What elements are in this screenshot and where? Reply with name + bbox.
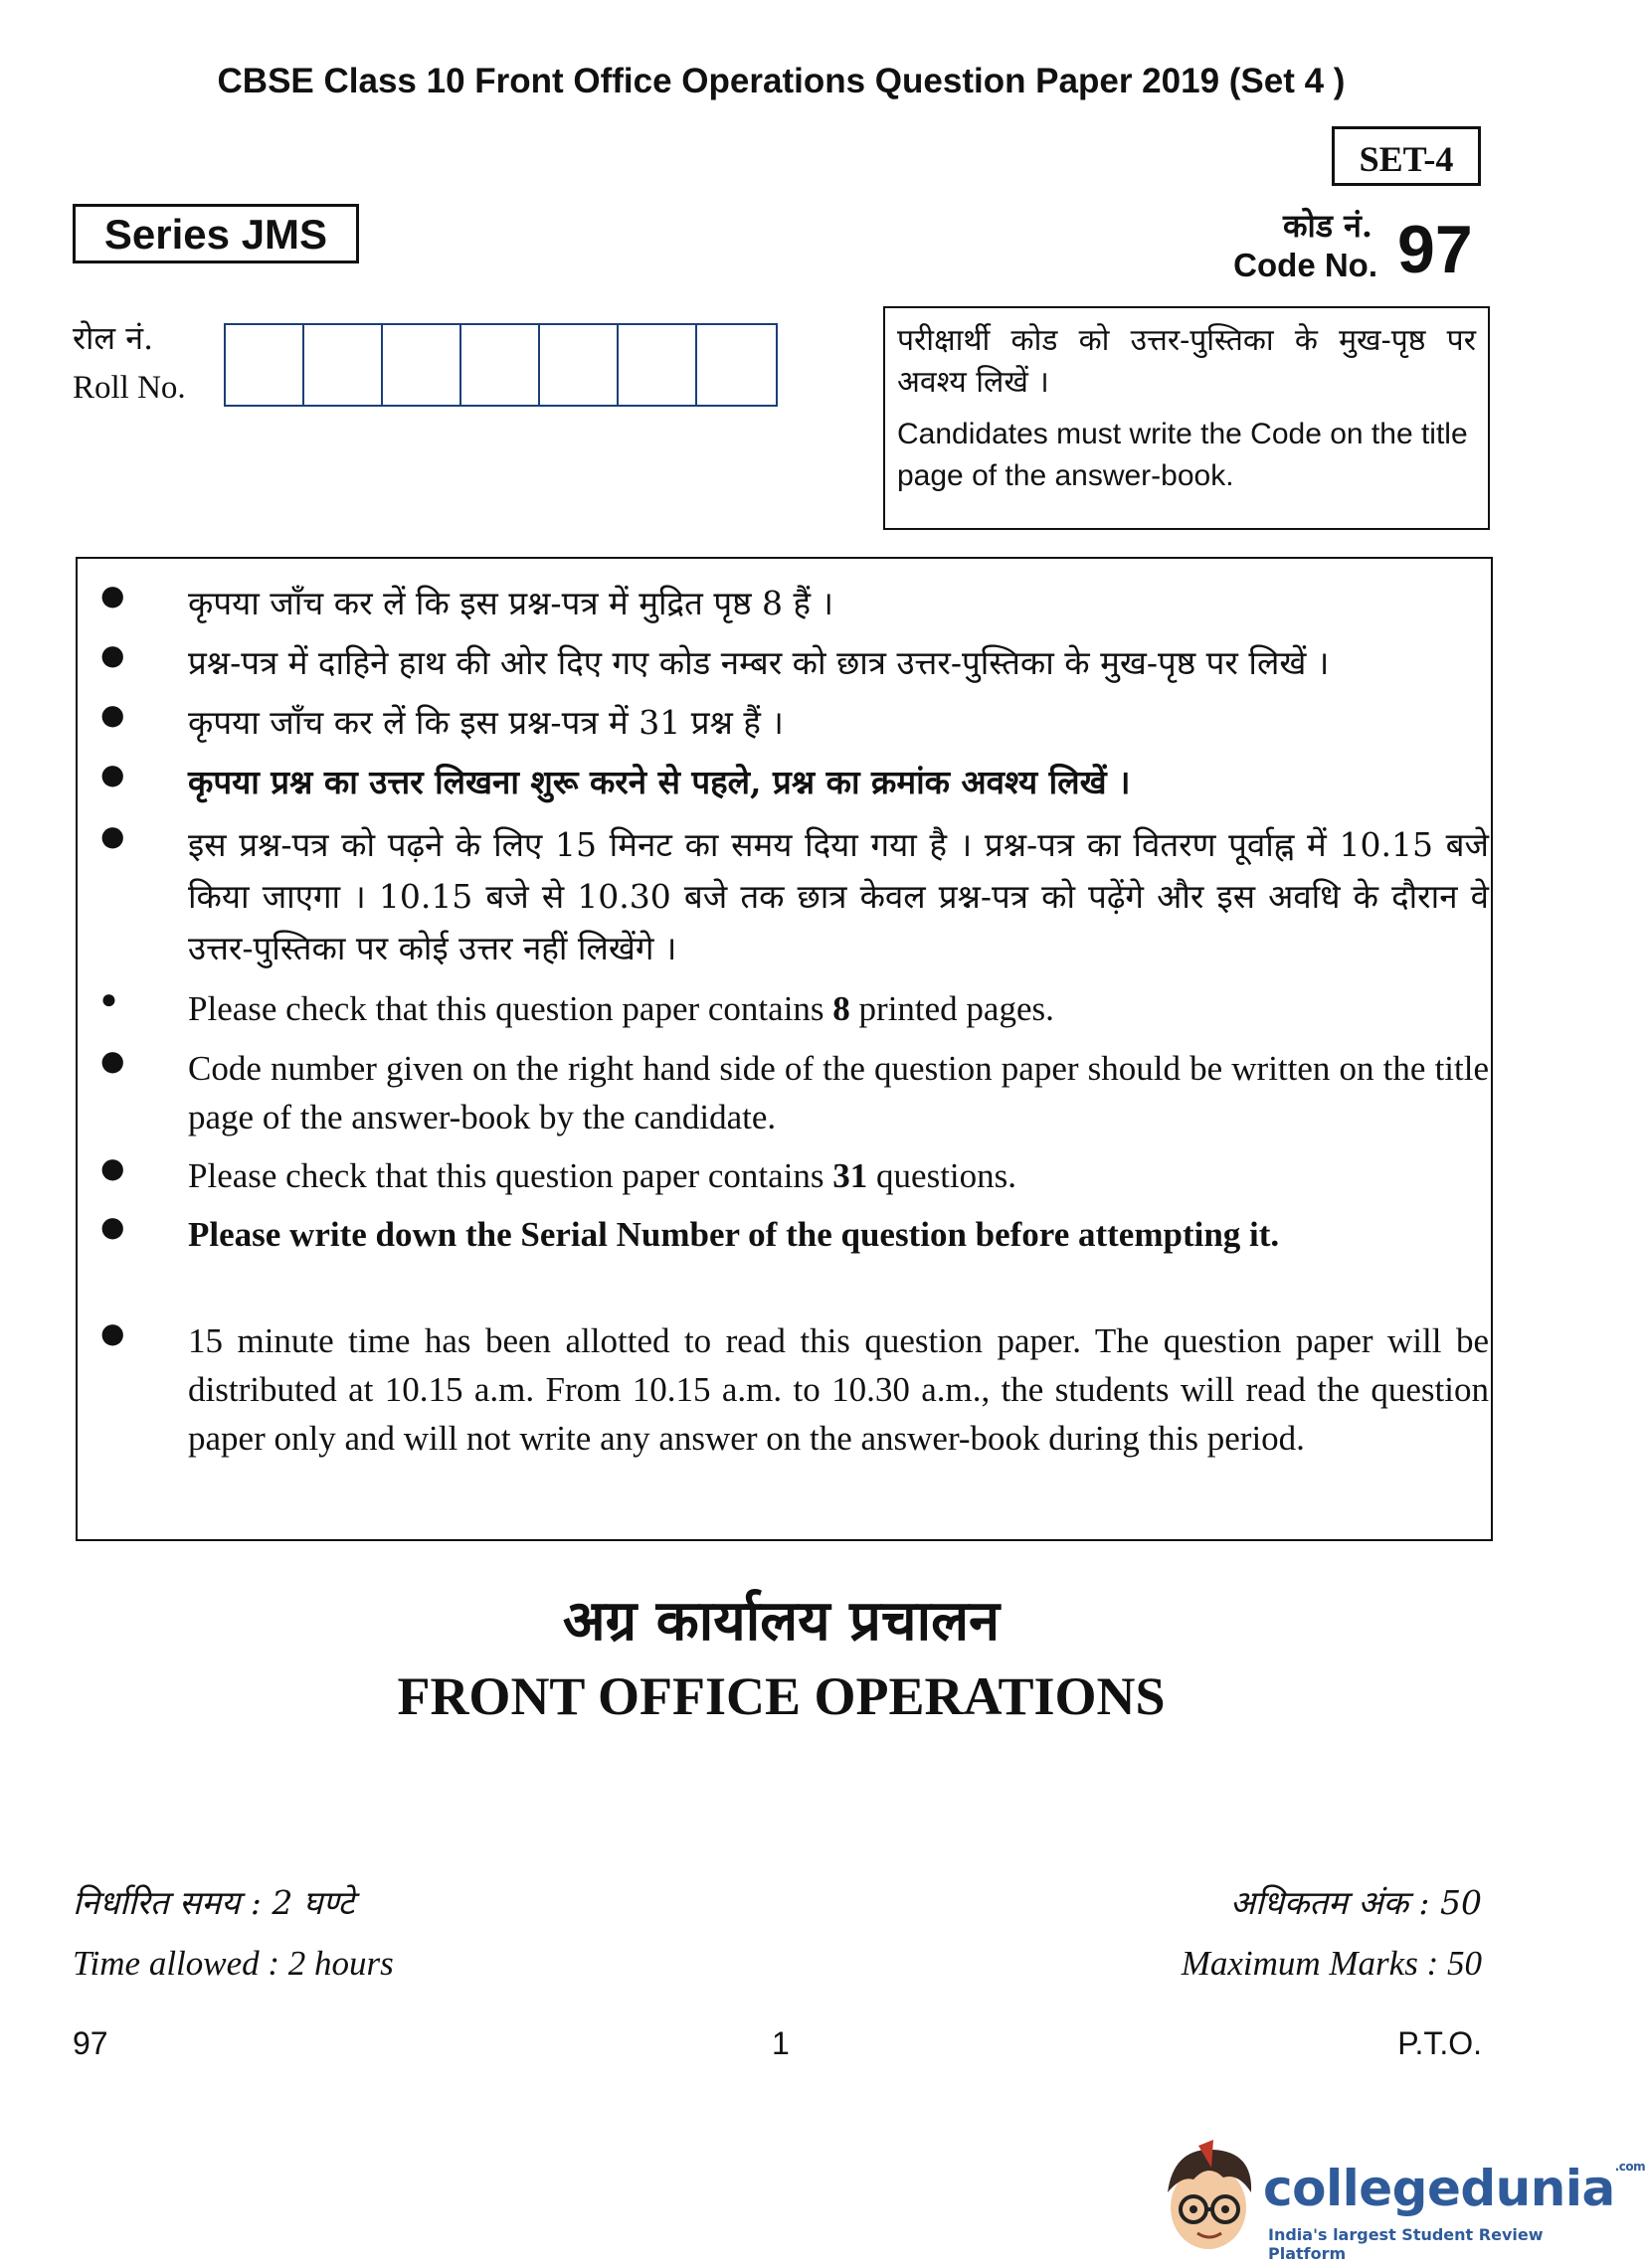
time-allowed-hindi: निर्धारित समय : 2 घण्टे xyxy=(73,1883,355,1922)
code-notice-english: Candidates must write the Code on the title page of the answer-book. xyxy=(897,418,1468,492)
mascot-logo-icon xyxy=(1154,2138,1263,2262)
set-label-box: SET-4 xyxy=(1332,126,1481,186)
page-number: 1 xyxy=(772,2025,790,2061)
footer-code: 97 xyxy=(73,2025,108,2061)
code-label-english: Code No. xyxy=(1233,247,1377,283)
code-notice-box xyxy=(883,306,1490,530)
pto-label: P.T.O. xyxy=(1397,2025,1482,2061)
roll-number-boxes xyxy=(224,323,778,407)
instructions-box: ● कृपया जाँच कर लें कि इस प्रश्न-पत्र में मुद्रित पृष्ठ 8 हैं । ● प्रश्न-पत्र में दाहिने हाथ की ओर दिए गए कोड नम्बर को छात्र उत्तर-पुस्तिका के मुख-पृष्ठ पर लिखें । ● कृपया जाँच कर लें कि इस प्रश्न-पत्र में 31 प्रश्न हैं । ● कृपया प्रश्न का उत्तर लिखना शुरू करने से पहले, प्रश्न का क्रमांक अवश्य लिखें । ● इस प्रश्न-पत्र को पढ़ने के लिए 15 मिनट का समय दिया गया है । प्रश्न-पत्र का वितरण पूर्वाह्न में 10.15 बजे किया जाएगा । 10.15 बजे से 10.30 बजे तक छात्र केवल प्रश्न-पत्र को पढ़ेंगे और इस अवधि के दौरान वे उत्तर-पुस्तिका पर कोई उत्तर नहीं लिखेंगे । ● Please check that this question paper contains 8 printed pages. ● Code number given on the right hand side of the question paper should be written on the title page of the answer-book by the candidate. ● Please check that this question paper contains 31 questions. ● Please write down the Serial Number of the question before attempting it. ● 15 minute time has been allotted to read this question paper. The question paper will be distributed at 10.15 a.m. From 10.15 a.m. to 10.30 a.m., the students will read the question paper only and will not write any answer on the answer-book during this period. xyxy=(76,557,1493,1541)
code-notice-hindi: परीक्षार्थी कोड को उत्तर-पुस्तिका के मुख-पृष्ठ पर अवश्य लिखें । xyxy=(897,323,1476,400)
watermark-tagline: India's largest Student Review Platform xyxy=(1268,2225,1544,2263)
instruction-text: प्रश्न-पत्र में दाहिने हाथ की ओर दिए गए कोड नम्बर को छात्र उत्तर-पुस्तिका के मुख-पृष्ठ पर लिखें । xyxy=(188,643,1330,682)
roll-number-cell[interactable] xyxy=(461,325,540,405)
code-number: 97 xyxy=(1397,212,1473,287)
series-label-box: Series JMS xyxy=(73,204,359,263)
instruction-text: कृपया प्रश्न का उत्तर लिखना शुरू करने से पहले, प्रश्न का क्रमांक अवश्य लिखें । xyxy=(188,763,1131,801)
instruction-text: 15 minute time has been allotted to read this question paper. The question paper will be distributed at 10.15 a.m. From 10.15 a.m. to 10.30 a.m., the students will read the question paper only and will not write any answer on the answer-book during this period. xyxy=(188,1321,1489,1458)
subject-title-hindi: अग्र कार्यालय प्रचालन xyxy=(562,1588,1001,1654)
maximum-marks-hindi: अधिकतम अंक : 50 xyxy=(1229,1883,1482,1922)
roll-number-cell[interactable] xyxy=(383,325,461,405)
instruction-text: Please check that this question paper contains 31 questions. xyxy=(188,1156,1017,1195)
roll-label-english: Roll No. xyxy=(73,370,186,406)
roll-number-cell[interactable] xyxy=(304,325,383,405)
instruction-text: Please write down the Serial Number of the question before attempting it. xyxy=(188,1215,1280,1254)
maximum-marks-english: Maximum Marks : 50 xyxy=(1181,1944,1482,1983)
code-label-hindi: कोड नं. xyxy=(1282,207,1372,245)
instruction-text: Code number given on the right hand side of the question paper should be written on the title page of the answer-book by the candidate. xyxy=(188,1049,1489,1136)
roll-number-cell[interactable] xyxy=(226,325,304,405)
watermark-brand: collegedunia$^{.com}$ xyxy=(1263,2160,1645,2217)
instruction-text: कृपया जाँच कर लें कि इस प्रश्न-पत्र में मुद्रित पृष्ठ 8 हैं । xyxy=(188,584,834,622)
instruction-text: Please check that this question paper contains 8 printed pages. xyxy=(188,989,1054,1028)
instruction-text: कृपया जाँच कर लें कि इस प्रश्न-पत्र में 31 प्रश्न हैं । xyxy=(188,703,784,742)
roll-number-cell[interactable] xyxy=(540,325,619,405)
roll-number-cell[interactable] xyxy=(697,325,776,405)
subject-title-english: FRONT OFFICE OPERATIONS xyxy=(397,1666,1166,1726)
roll-number-cell[interactable] xyxy=(619,325,697,405)
collegedunia-watermark xyxy=(1154,2138,1645,2263)
roll-label-hindi: रोल नं. xyxy=(73,319,154,357)
document-title: CBSE Class 10 Front Office Operations Question Paper 2019 (Set 4 ) xyxy=(217,62,1346,100)
time-allowed-english: Time allowed : 2 hours xyxy=(73,1944,394,1983)
instruction-text: इस प्रश्न-पत्र को पढ़ने के लिए 15 मिनट का समय दिया गया है । प्रश्न-पत्र का वितरण पूर्वाह्न में 10.15 बजे किया जाएगा । 10.15 बजे से 10.30 बजे तक छात्र केवल प्रश्न-पत्र को पढ़ेंगे और इस अवधि के दौरान वे उत्तर-पुस्तिका पर कोई उत्तर नहीं लिखेंगे । xyxy=(188,825,1489,967)
